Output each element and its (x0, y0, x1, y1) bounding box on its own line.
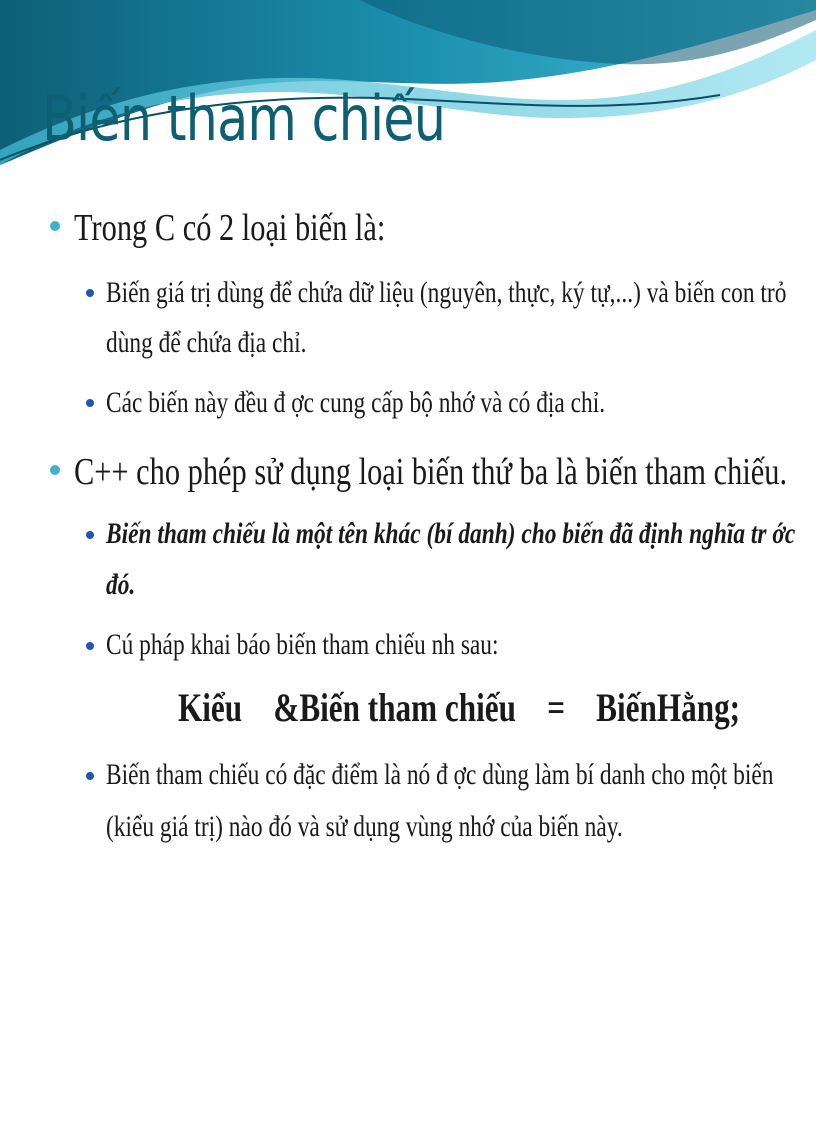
syntax-line: Kiểu &Biến tham chiếu = BiếnHằng; (178, 685, 741, 730)
bullet-text: Biến tham chiếu có đặc điểm là nó đ ợc dùng làm bí danh cho một biến (106, 758, 774, 791)
bullet-text: đó. (106, 568, 136, 601)
bullet-icon (86, 642, 94, 650)
bullet-icon (86, 399, 94, 407)
bullet-icon (86, 772, 94, 780)
bullet-icon (86, 289, 94, 297)
bullet-text: (kiểu giá trị) nào đó và sử dụng vùng nhớ của biến này. (106, 810, 623, 843)
bullet-text: Trong C có 2 loại biến là: (74, 207, 386, 249)
bullet-text: Cú pháp khai báo biến tham chiếu nh sau: (106, 628, 499, 661)
bullet-text: Các biến này đều đ ợc cung cấp bộ nhớ và có địa chỉ. (106, 386, 606, 419)
bullet-icon (50, 221, 60, 231)
bullet-icon (50, 465, 60, 475)
bullet-icon (86, 531, 94, 539)
bullet-text: dùng để chứa địa chỉ. (106, 326, 307, 359)
bullet-text: Biến tham chiếu là một tên khác (bí danh) cho biến đã định nghĩa tr ớc (106, 517, 796, 550)
bullet-text: C++ cho phép sử dụng loại biến thứ ba là biến tham chiếu. (74, 451, 788, 493)
slide-title: Biến tham chiếu (42, 82, 446, 155)
bullet-text: Biến giá trị dùng để chứa dữ liệu (nguyên, thực, ký tự,...) và biến con trỏ (106, 276, 787, 309)
